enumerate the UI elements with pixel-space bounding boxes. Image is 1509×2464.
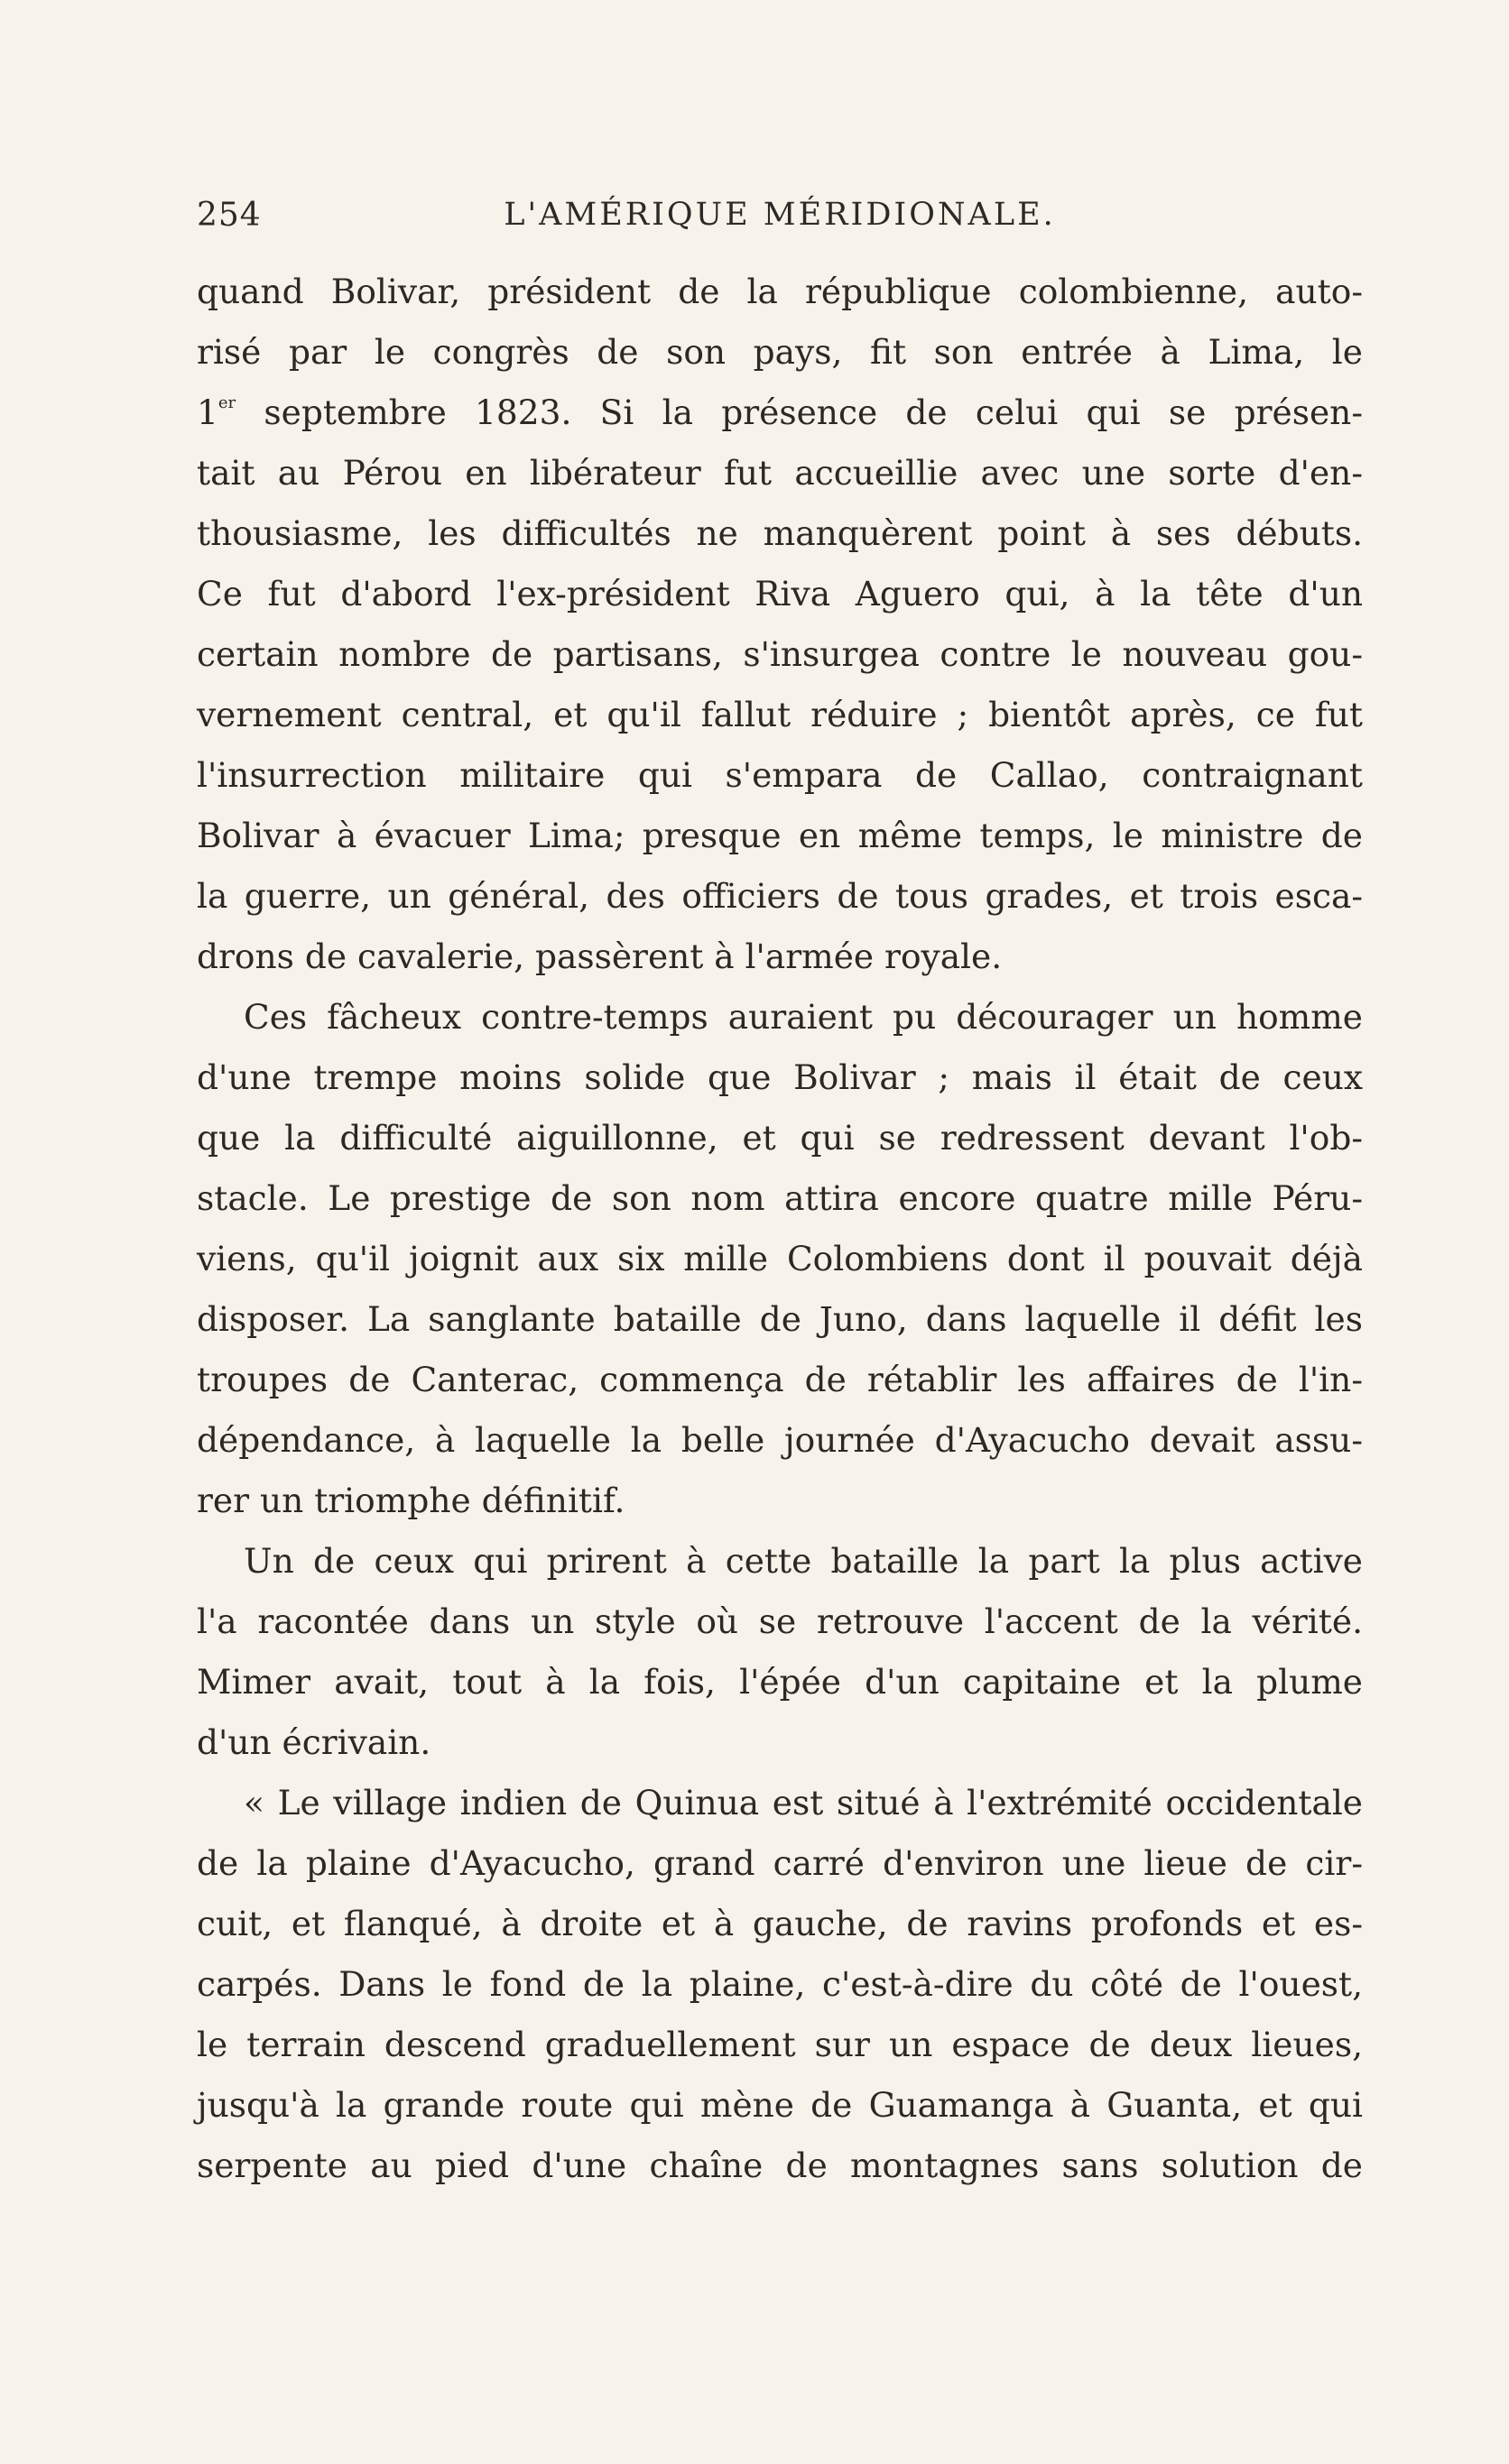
date-day: 1 (197, 392, 218, 432)
text-line: dépendance, à laquelle la belle journée d'Ayacucho devait assu- (197, 1420, 1363, 1460)
text-line: de la plaine d'Ayacucho, grand carré d'environ une lieue de cir- (197, 1843, 1363, 1883)
text-line: carpés. Dans le fond de la plaine, c'est-à-dire du côté de l'ouest, (197, 1964, 1363, 2004)
text-line: « Le village indien de Quinua est situé à l'extrémité occidentale (244, 1783, 1363, 1823)
text-line: tait au Pérou en libérateur fut accueillie avec une sorte d'en- (197, 453, 1363, 493)
text-line: Bolivar à évacuer Lima; presque en même temps, le ministre de (197, 816, 1363, 855)
text-line: d'un écrivain. (197, 1722, 431, 1762)
ordinal-superscript: er (218, 393, 236, 412)
text-line: la guerre, un général, des officiers de tous grades, et trois esca- (197, 876, 1363, 916)
text-line: risé par le congrès de son pays, fit son entrée à Lima, le (197, 332, 1363, 372)
text-line: stacle. Le prestige de son nom attira encore quatre mille Péru- (197, 1178, 1363, 1218)
text-line: troupes de Canterac, commença de rétablir les affaires de l'in- (197, 1360, 1363, 1399)
text-line-rest: septembre 1823. Si la présence de celui qui se présen- (236, 392, 1363, 432)
text-line: le terrain descend graduellement sur un espace de deux lieues, (197, 2025, 1363, 2064)
text-line: rer un triomphe définitif. (197, 1481, 625, 1520)
page-header (197, 197, 1363, 244)
text-line: Un de ceux qui prirent à cette bataille la part la plus active (244, 1541, 1363, 1581)
text-line: l'a racontée dans un style où se retrouve l'accent de la vérité. (197, 1601, 1363, 1641)
text-line: que la difficulté aiguillonne, et qui se redressent devant l'ob- (197, 1118, 1363, 1158)
text-line: Mimer avait, tout à la fois, l'épée d'un capitaine et la plume (197, 1662, 1363, 1702)
text-line: cuit, et flanqué, à droite et à gauche, de ravins profonds et es- (197, 1904, 1363, 1943)
text-line: viens, qu'il joignit aux six mille Colombiens dont il pouvait déjà (197, 1239, 1363, 1278)
running-title: L'AMÉRIQUE MÉRIDIONALE. (504, 197, 1056, 233)
text-line: l'insurrection militaire qui s'empara de Callao, contraignant (197, 755, 1363, 795)
page-number: 254 (197, 197, 262, 234)
text-line (197, 383, 1363, 443)
text-line: vernement central, et qu'il fallut réduire ; bientôt après, ce fut (197, 695, 1363, 734)
text-line: quand Bolivar, président de la république colombienne, auto- (197, 272, 1363, 311)
text-line: drons de cavalerie, passèrent à l'armée royale. (197, 937, 1003, 976)
text-line: disposer. La sanglante bataille de Juno, dans laquelle il défit les (197, 1299, 1363, 1339)
text-line: Ces fâcheux contre-temps auraient pu décourager un homme (244, 997, 1363, 1037)
text-line: d'une trempe moins solide que Bolivar ; mais il était de ceux (197, 1057, 1363, 1097)
text-line: jusqu'à la grande route qui mène de Guamanga à Guanta, et qui (197, 2085, 1363, 2125)
text-line: thousiasme, les difficultés ne manquèrent point à ses débuts. (197, 513, 1363, 553)
text-line: serpente au pied d'une chaîne de montagnes sans solution de (197, 2146, 1363, 2185)
text-line: Ce fut d'abord l'ex-président Riva Aguero qui, à la tête d'un (197, 574, 1363, 614)
body-text (197, 262, 1363, 2196)
text-line: certain nombre de partisans, s'insurgea contre le nouveau gou- (197, 634, 1363, 674)
